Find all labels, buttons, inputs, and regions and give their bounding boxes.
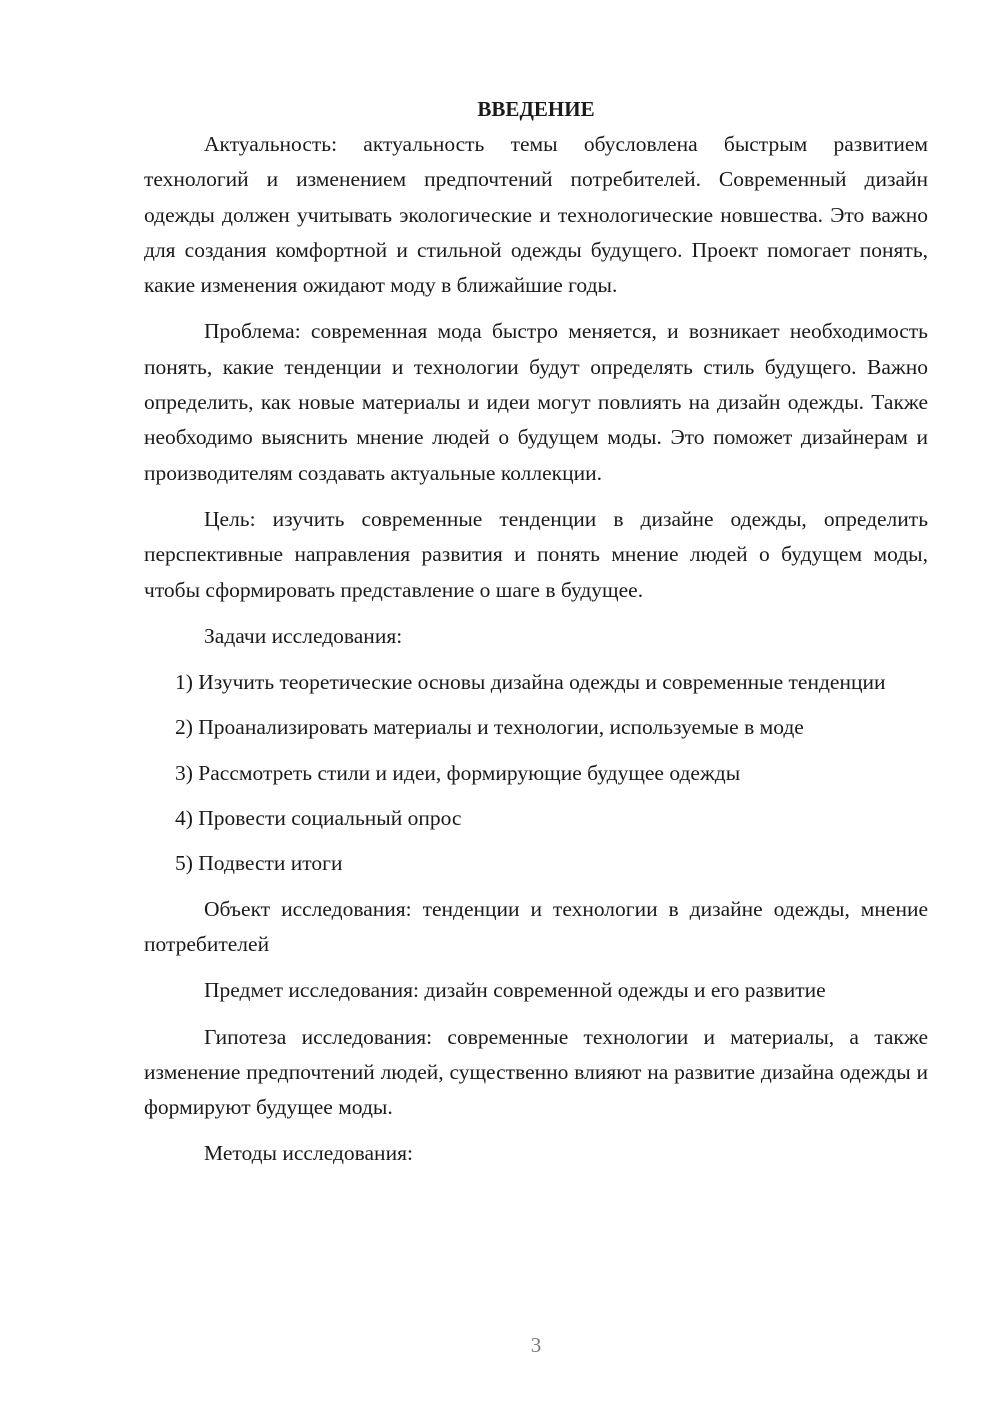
object-paragraph: Объект исследования: тенденции и технологии в дизайне одежды, мнение потребителей [144, 896, 928, 956]
page-number: 3 [530, 1333, 542, 1357]
goal-paragraph: Цель: изучить современные тенденции в дизайне одежды, определить перспективные направления развития и понять мнение людей о будущем моды, чтобы сформировать представление о шаге в будущее. [144, 506, 928, 602]
document-page [144, 92, 928, 1183]
relevance-paragraph: Актуальность: актуальность темы обусловлена быстрым развитием технологий и изменением предпочтений потребителей. Современный дизайн одежды должен учитывать экологические и технологические новшества. Это важно для создания комфортной и стильной одежды будущего. Проект помогает понять, какие изменения ожидают моду в ближайшие годы. [144, 132, 928, 298]
task-item: 4) Провести социальный опрос [175, 806, 462, 831]
problem-paragraph: Проблема: современная мода быстро меняется, и возникает необходимость понять, какие тенденции и технологии будут определять стиль будущего. Важно определить, как новые материалы и идеи могут повлиять на дизайн одежды. Также необходимо выяснить мнение людей о будущем моды. Это поможет дизайнерам и производителям создавать актуальные коллекции. [144, 319, 928, 485]
methods-heading: Методы исследования: [204, 1141, 413, 1166]
task-item: 5) Подвести итоги [175, 851, 343, 876]
tasks-heading: Задачи исследования: [204, 623, 403, 648]
section-title: ВВЕДЕНИЕ [477, 97, 595, 121]
task-item: 3) Рассмотреть стили и идеи, формирующие будущее одежды [175, 760, 741, 785]
hypothesis-paragraph: Гипотеза исследования: современные технологии и материалы, а также изменение предпочтений людей, существенно влияют на развитие дизайна одежды и формируют будущее моды. [144, 1024, 928, 1120]
task-item: 2) Проанализировать материалы и технологии, используемые в моде [175, 715, 804, 740]
subject-paragraph: Предмет исследования: дизайн современной одежды и его развитие [204, 978, 826, 1003]
task-item: 1) Изучить теоретические основы дизайна одежды и современные тенденции [175, 670, 886, 695]
